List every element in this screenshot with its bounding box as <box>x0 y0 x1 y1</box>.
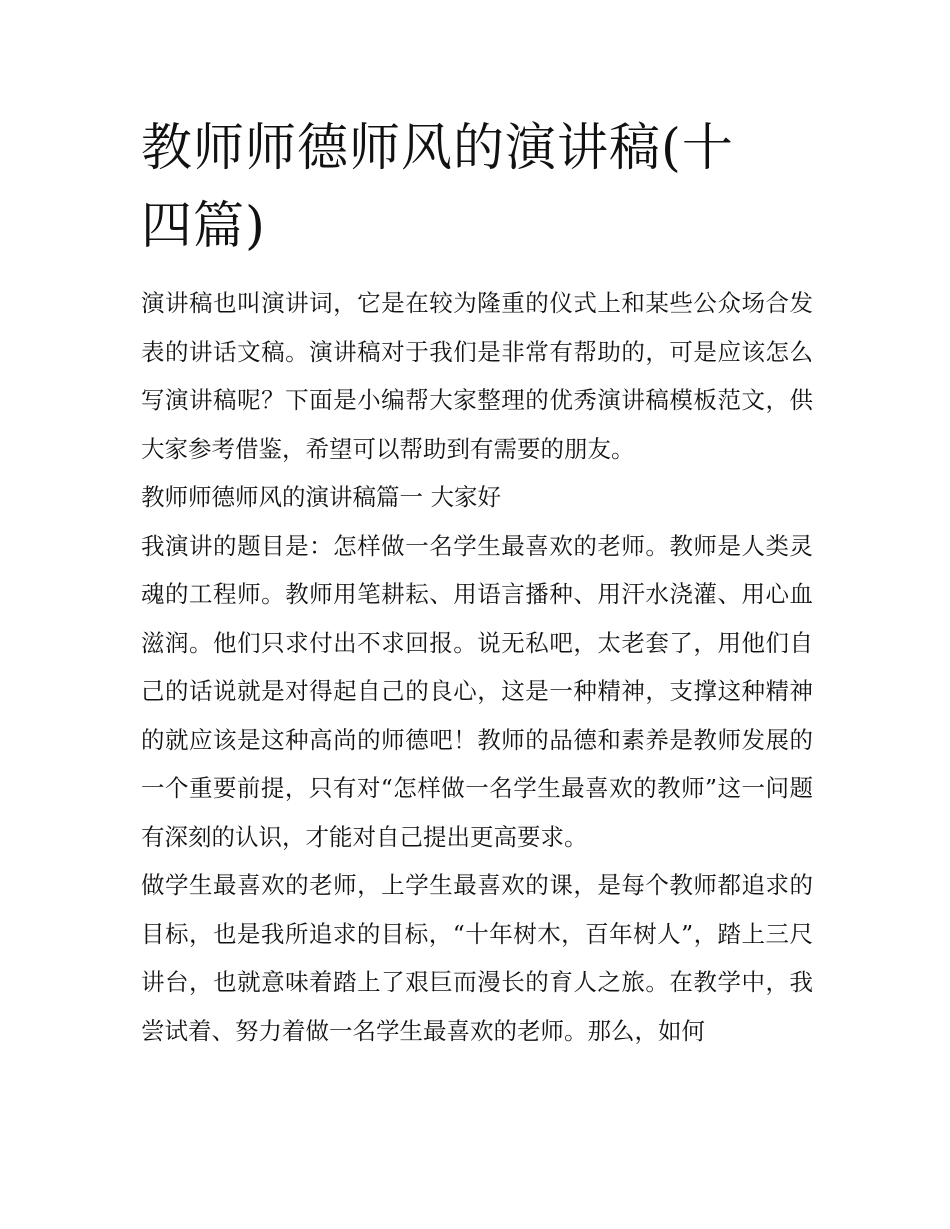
body-paragraph: 我演讲的题目是：怎样做一名学生最喜欢的老师。教师是人类灵魂的工程师。教师用笔耕耘、用语言播种、用汗水浇灌、用心血滋润。他们只求付出不求回报。说无私吧，太老套了，用他们自己的话说就是对得起自己的良心，这是一种精神，支撑这种精神的就应该是这种高尚的师德吧！教师的品德和素养是教师发展的一个重要前提，只有对“怎样做一名学生最喜欢的教师”这一问题有深刻的认识，才能对自己提出更高要求。 <box>141 531 813 851</box>
document-content <box>141 110 813 1055</box>
intro-paragraph: 演讲稿也叫演讲词，它是在较为隆重的仪式上和某些公众场合发表的讲话文稿。演讲稿对于我们是非常有帮助的，可是应该怎么写演讲稿呢？下面是小编帮大家整理的优秀演讲稿模板范文，供大家参考借鉴，希望可以帮助到有需要的朋友。 <box>141 289 813 463</box>
document-title: 教师师德师风的演讲稿(十四篇) <box>141 119 734 256</box>
body-paragraph: 做学生最喜欢的老师，上学生最喜欢的课，是每个教师都追求的目标，也是我所追求的目标，“十年树木，百年树人”，踏上三尺讲台，也就意味着踏上了艰巨而漫长的育人之旅。在教学中，我尝试着、努力着做一名学生最喜欢的老师。那么，如何 <box>141 871 813 1045</box>
document-body <box>141 279 813 1055</box>
section-heading-line: 教师师德师风的演讲稿篇一 大家好 <box>141 483 501 511</box>
